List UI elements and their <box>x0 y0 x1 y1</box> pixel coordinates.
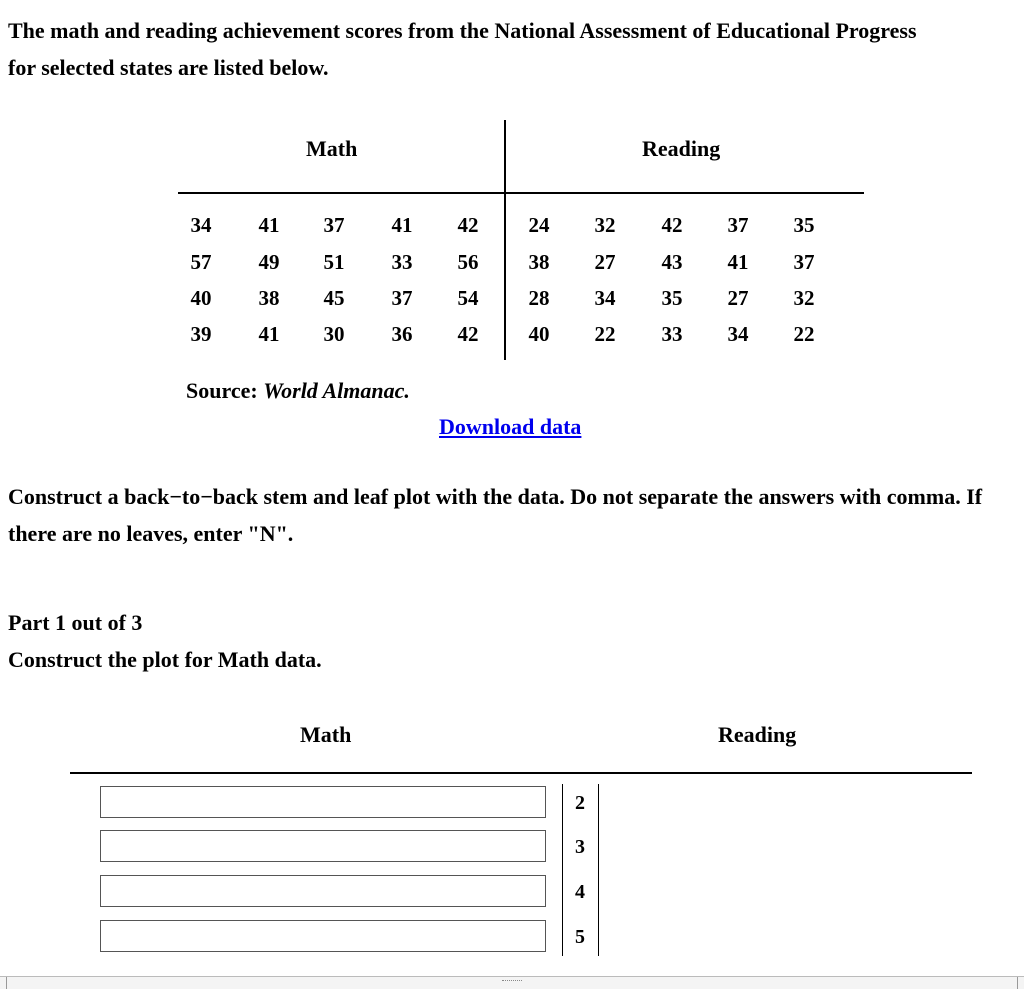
table-divider-vertical <box>504 120 506 360</box>
math-cell: 51 <box>323 250 345 274</box>
download-data-link[interactable]: Download data <box>439 414 582 439</box>
math-cell: 39 <box>190 322 212 346</box>
intro-line-1: The math and reading achievement scores from the National Assessment of Educational Progress <box>8 18 917 43</box>
reading-cell: 34 <box>727 322 749 346</box>
table-divider-horizontal <box>178 192 864 194</box>
math-cell: 57 <box>190 250 212 274</box>
reading-cell: 35 <box>793 213 815 237</box>
stem-line-right <box>598 784 599 956</box>
plot-reading-label: Reading <box>718 722 797 747</box>
math-cell: 30 <box>323 322 345 346</box>
part-task: Construct the plot for Math data. <box>8 647 322 672</box>
plot-divider <box>70 772 972 774</box>
reading-cell: 43 <box>661 250 683 274</box>
source-name: World Almanac. <box>263 378 410 403</box>
math-cell: 34 <box>190 213 212 237</box>
math-leaves-input[interactable] <box>100 875 546 907</box>
reading-cell: 22 <box>793 322 815 346</box>
stem-value: 2 <box>575 792 585 814</box>
reading-cell: 34 <box>594 286 616 310</box>
reading-header: Reading <box>642 136 721 161</box>
reading-cell: 28 <box>528 286 550 310</box>
math-cell: 38 <box>258 286 280 310</box>
scroll-left-cap <box>0 977 7 989</box>
math-leaves-input[interactable] <box>100 830 546 862</box>
intro-line-2: for selected states are listed below. <box>8 55 329 80</box>
math-cell: 37 <box>391 286 413 310</box>
part-label: Part 1 out of 3 <box>8 610 143 635</box>
instructions: Construct a back−to−back stem and leaf plot with the data. Do not separate the answers with comma. If there are no leaves, enter "N". <box>8 484 983 546</box>
bottom-scroll-bar[interactable] <box>0 976 1024 989</box>
math-leaves-input[interactable] <box>100 786 546 818</box>
stem-value: 3 <box>575 836 585 858</box>
part-block <box>8 604 322 678</box>
grip-icon <box>502 980 522 984</box>
reading-cell: 42 <box>661 213 683 237</box>
math-leaves-input[interactable] <box>100 920 546 952</box>
reading-cell: 33 <box>661 322 683 346</box>
reading-cell: 32 <box>594 213 616 237</box>
math-cell: 42 <box>457 213 479 237</box>
math-cell: 54 <box>457 286 479 310</box>
math-cell: 37 <box>323 213 345 237</box>
reading-cell: 35 <box>661 286 683 310</box>
math-cell: 40 <box>190 286 212 310</box>
reading-cell: 27 <box>594 250 616 274</box>
source-citation <box>186 378 410 404</box>
reading-cell: 41 <box>727 250 749 274</box>
reading-cell: 38 <box>528 250 550 274</box>
reading-cell: 22 <box>594 322 616 346</box>
reading-cell: 37 <box>793 250 815 274</box>
scores-table <box>178 120 864 360</box>
stem-line-left <box>562 784 563 956</box>
reading-cell: 37 <box>727 213 749 237</box>
source-label: Source: <box>186 378 264 403</box>
math-cell: 41 <box>258 213 280 237</box>
reading-cell: 24 <box>528 213 550 237</box>
reading-cell: 40 <box>528 322 550 346</box>
problem-intro <box>8 12 1024 86</box>
reading-cell: 32 <box>793 286 815 310</box>
math-cell: 56 <box>457 250 479 274</box>
math-cell: 45 <box>323 286 345 310</box>
math-header: Math <box>306 136 358 161</box>
scroll-right-cap <box>1017 977 1024 989</box>
math-cell: 42 <box>457 322 479 346</box>
math-cell: 36 <box>391 322 413 346</box>
math-cell: 41 <box>258 322 280 346</box>
stem-value: 4 <box>575 881 585 903</box>
plot-math-label: Math <box>300 722 352 747</box>
math-cell: 49 <box>258 250 280 274</box>
reading-cell: 27 <box>727 286 749 310</box>
stem-value: 5 <box>575 926 585 948</box>
math-cell: 33 <box>391 250 413 274</box>
math-cell: 41 <box>391 213 413 237</box>
